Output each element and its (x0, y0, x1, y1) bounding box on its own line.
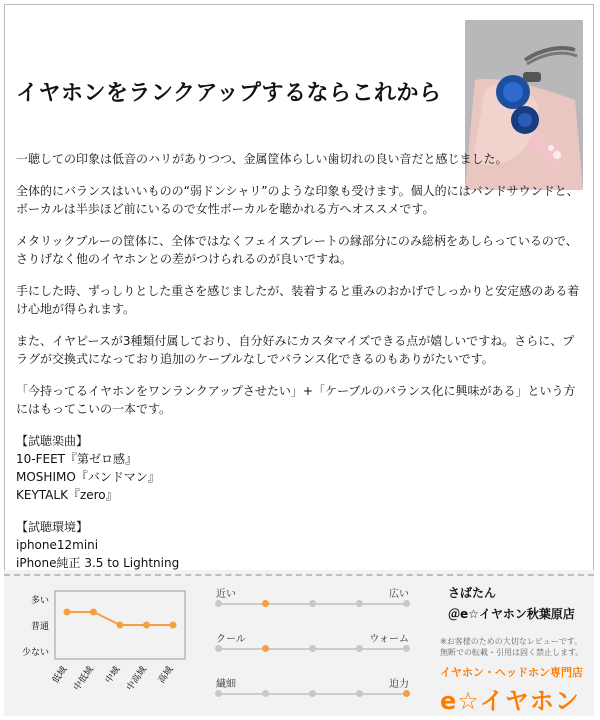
slider-marker (309, 600, 316, 607)
data-point (170, 622, 177, 629)
review-paragraph: また、イヤピースが3種類付属しており、自分好みにカスタマイズできる点が嬉しいですね。さらに、プラグが交換式になっており追加のケーブルなしでバランス化できるのもありがたいです。 (16, 334, 575, 366)
page-title: イヤホンをランクアップするならこれから (16, 81, 442, 106)
review-paragraph: メタリックブルーの筐体に、全体ではなくフェイスプレートの縁部分にのみ総柄をあしらっているので、さりげなく他のイヤホンとの差がつけられるのが良いですね。 (16, 234, 578, 266)
slider-row (210, 585, 415, 615)
slider-marker (403, 645, 410, 652)
slider-marker (356, 600, 363, 607)
x-tick-label: 低域 (50, 664, 70, 686)
staff-name: さばたん (448, 586, 497, 600)
env-item: iPhone純正 3.5 to Lightning (16, 556, 180, 570)
data-point (64, 609, 71, 616)
review-body (16, 150, 586, 572)
staff-shop: ＠e☆イヤホン秋葉原店 (448, 607, 575, 621)
slider-marker (309, 645, 316, 652)
y-tick-label: 多い (30, 596, 49, 606)
slider-right-label: 迫力 (389, 679, 409, 690)
song-item: KEYTALK『zero』 (16, 488, 118, 502)
y-tick-label: 普通 (30, 622, 49, 632)
slider-right-label: ウォーム (369, 634, 409, 645)
slider-marker (356, 690, 363, 697)
slider-row (210, 630, 415, 660)
song-item: MOSHIMO『バンドマン』 (16, 470, 160, 484)
data-point (90, 609, 97, 616)
slider-row (210, 675, 415, 705)
logo-tagline: イヤホン・ヘッドホン専門店 (440, 666, 583, 679)
slider-marker (215, 690, 222, 697)
review-paragraph: 一聴しての印象は低音のハリがありつつ、金属筐体らしい歯切れの良い音だと感じました。 (16, 152, 508, 166)
brand-logo: e☆イヤホン (440, 687, 580, 715)
slider-marker-active (262, 645, 269, 652)
env-heading: 【試聴環境】 (16, 520, 89, 534)
slider-marker-active (262, 600, 269, 607)
copyright-note: ※お客様のための大切なレビューです。無断での転載・引用は固く禁止します。 (440, 637, 584, 657)
frequency-chart-svg (10, 585, 195, 713)
dashed-divider (4, 574, 594, 576)
slider-marker (356, 645, 363, 652)
data-point (143, 622, 150, 629)
slider-marker (309, 690, 316, 697)
slider-marker (262, 690, 269, 697)
x-tick-label: 中低域 (72, 664, 96, 693)
sound-sliders (210, 585, 415, 713)
slider-left-label: クール (216, 634, 246, 645)
x-tick-label: 高域 (156, 664, 176, 686)
frequency-chart (10, 585, 195, 713)
review-paragraph: 手にした時、ずっしりとした重さを感じましたが、装着すると重みのおかげでしっかりと安定感のある着け心地が得られます。 (16, 284, 580, 316)
songs-heading: 【試聴楽曲】 (16, 434, 89, 448)
slider-marker (215, 645, 222, 652)
x-tick-label: 中域 (103, 664, 123, 686)
slider-right-label: 広い (389, 589, 409, 600)
data-point (117, 622, 124, 629)
song-item: 10-FEET『第ゼロ感』 (16, 452, 137, 466)
staff-info (448, 584, 593, 622)
slider-left-label: 近い (216, 589, 236, 600)
review-paragraph: 「今持ってるイヤホンをワンランクアップさせたい」+「ケーブルのバランス化に興味がある」という方にはもってこいの一本です。 (16, 384, 576, 416)
slider-marker-active (403, 690, 410, 697)
slider-marker (215, 600, 222, 607)
slider-marker (403, 600, 410, 607)
env-item: iphone12mini (16, 538, 99, 552)
y-tick-label: 少ない (21, 648, 49, 658)
x-tick-label: 中高域 (125, 664, 149, 693)
review-paragraph: 全体的にバランスはいいものの“弱ドンシャリ”のような印象も受けます。個人的にはバンドサウンドと、ボーカルは半歩ほど前にいるので女性ボーカルを聴かれる方へオススメです。 (16, 184, 579, 216)
slider-left-label: 繊細 (216, 679, 236, 690)
